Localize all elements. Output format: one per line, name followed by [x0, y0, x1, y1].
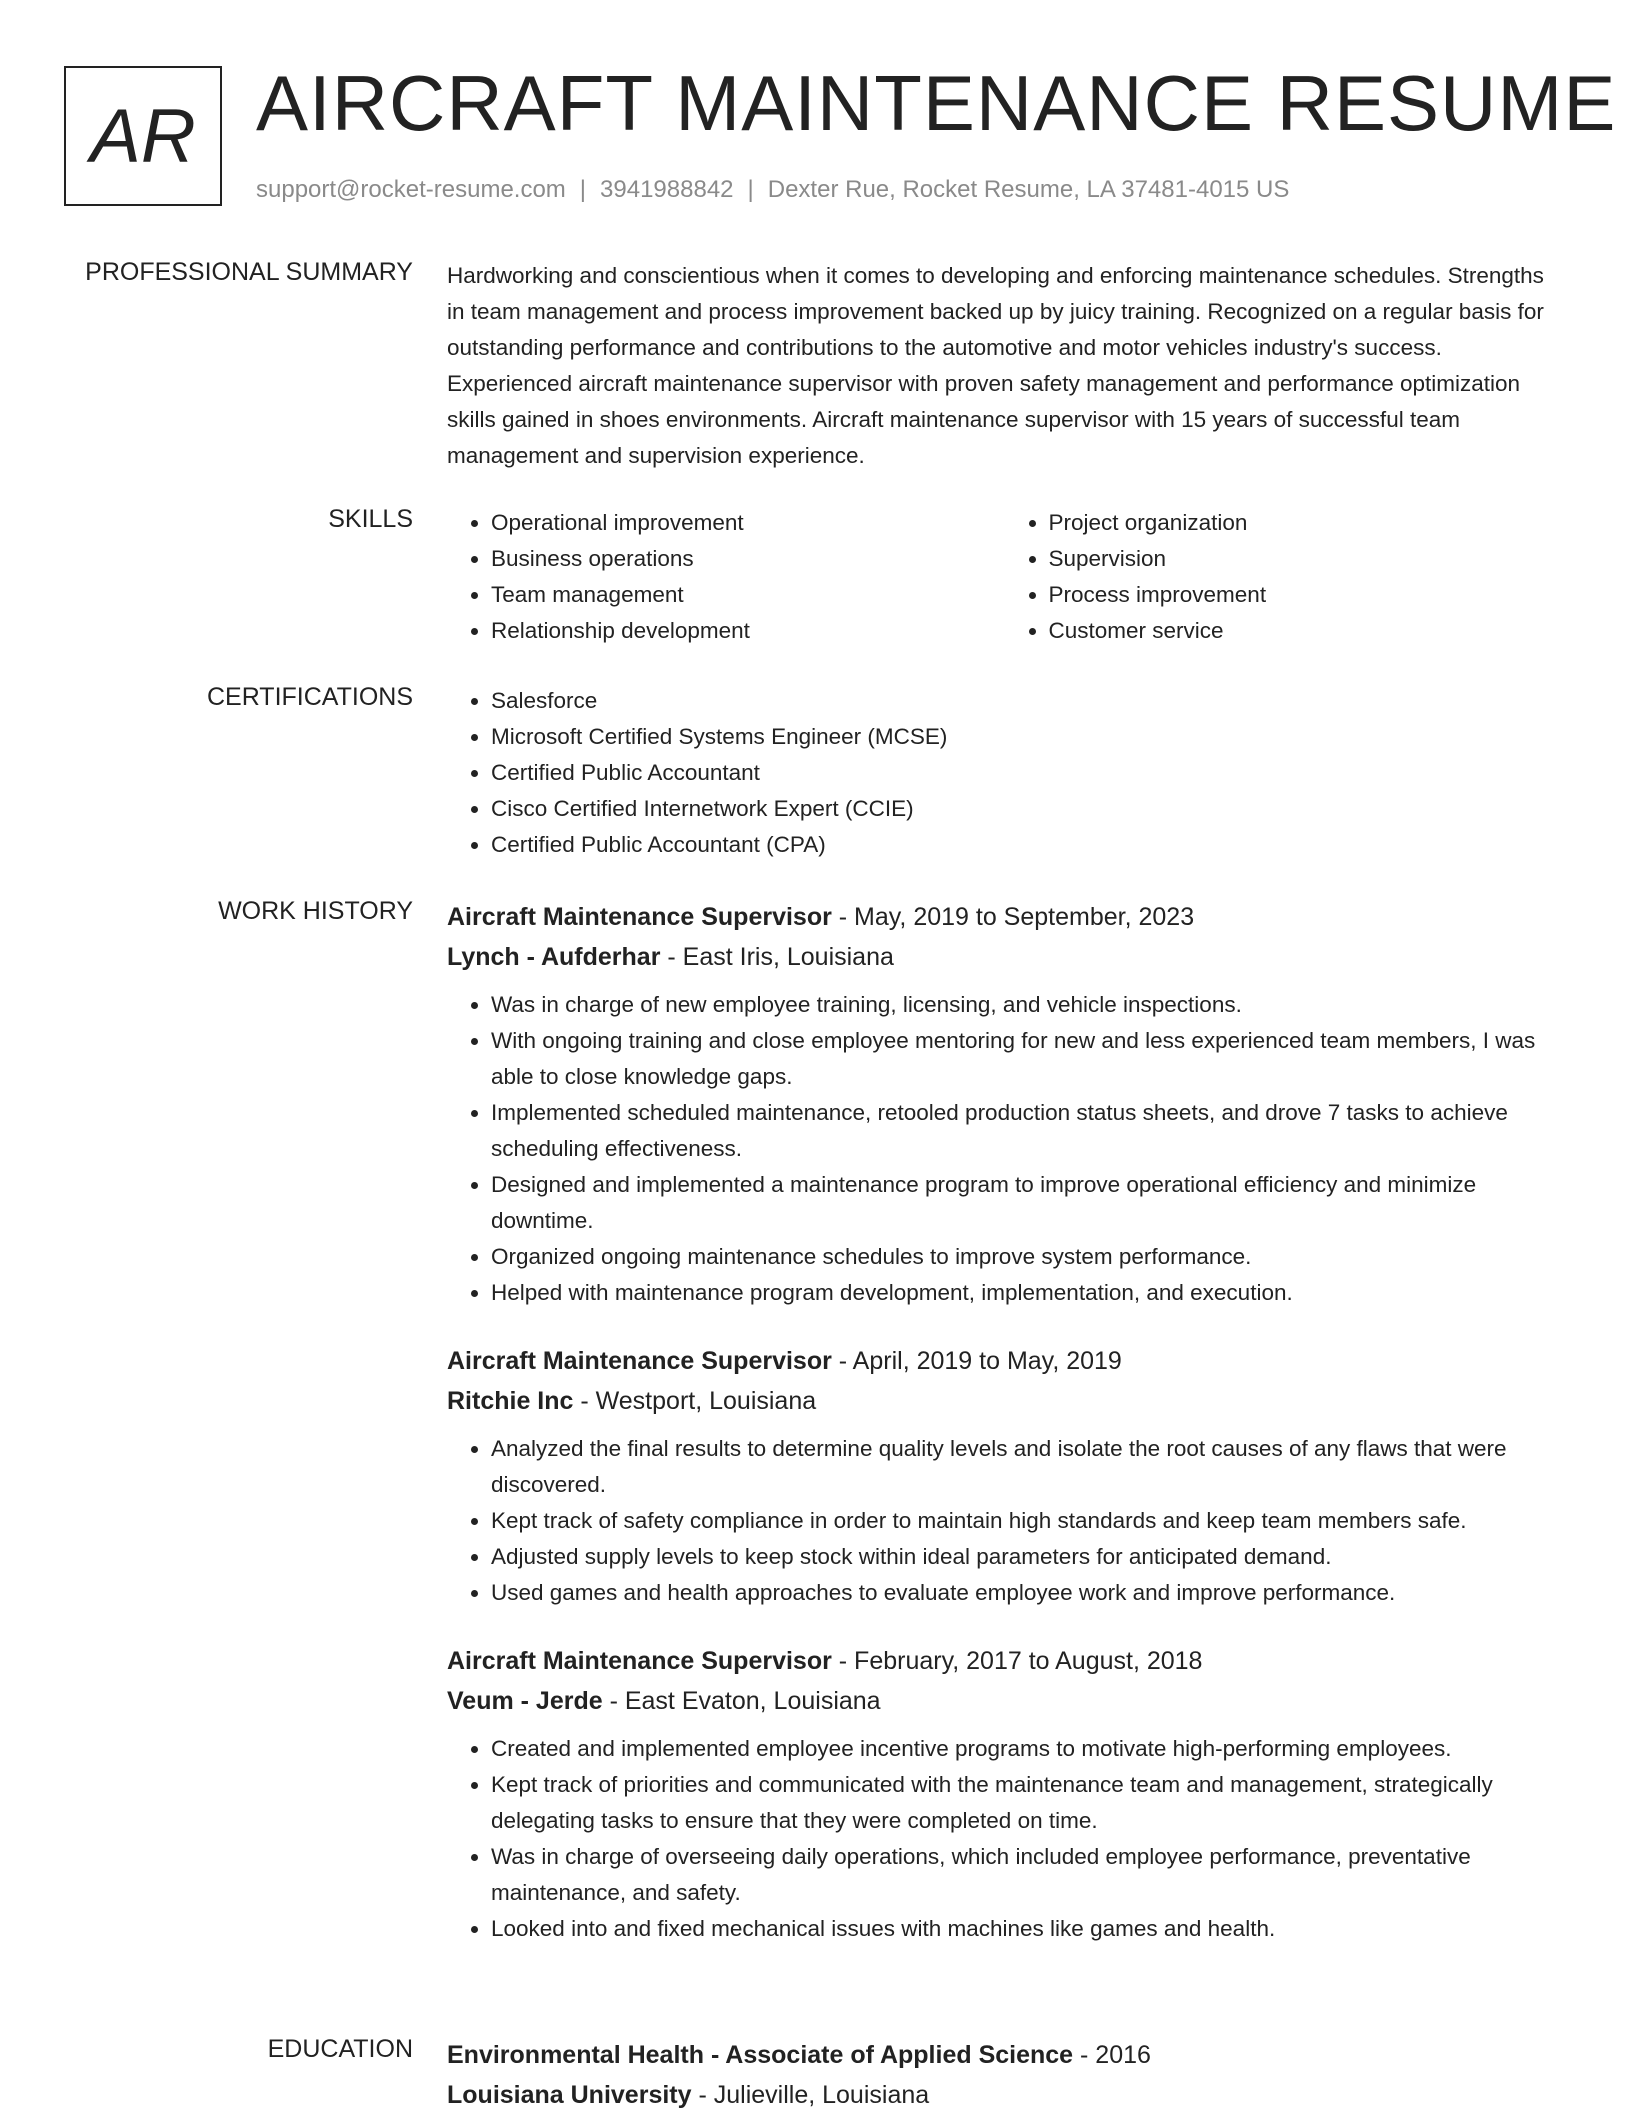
job-title-line [447, 1341, 1562, 1381]
job-entry [447, 1641, 1562, 1947]
skill-item: • Process improvement [1049, 577, 1563, 613]
job-title-line [447, 1641, 1562, 1681]
contact-phone: 3941988842 [600, 176, 734, 203]
skill-item: • Team management [491, 577, 1005, 613]
education-year: - 2016 [1073, 2041, 1151, 2069]
education-degree: Environmental Health - Associate of Applied Science [447, 2041, 1074, 2069]
job-title-line [447, 897, 1562, 937]
skills-column-left [447, 505, 1005, 649]
skills-label: SKILLS [328, 505, 413, 533]
job-bullet: • Looked into and fixed mechanical issues with machines like games and health. [491, 1911, 1562, 1947]
resume-title: AIRCRAFT MAINTENANCE RESUME [256, 59, 1617, 147]
contact-address: Dexter Rue, Rocket Resume, LA 37481-4015 US [767, 176, 1290, 203]
job-dates: - February, 2017 to August, 2018 [831, 1647, 1203, 1675]
summary-label: PROFESSIONAL SUMMARY [85, 258, 413, 286]
job-bullet: • Kept track of safety compliance in order to maintain high standards and keep team members safe. [491, 1503, 1562, 1539]
job-entry [447, 1341, 1562, 1611]
job-dates: - April, 2019 to May, 2019 [831, 1347, 1122, 1375]
job-bullet: • Kept track of priorities and communicated with the maintenance team and management, strategically delegating tasks to ensure that they were completed on time. [491, 1767, 1562, 1839]
job-company: Veum - Jerde [447, 1687, 603, 1715]
certifications-label: CERTIFICATIONS [206, 683, 413, 711]
certification-item: • Salesforce [491, 683, 1562, 719]
job-company-line [447, 937, 1562, 977]
contact-separator: | [747, 176, 754, 203]
skills-column-right [1005, 505, 1563, 649]
job-bullets [447, 1431, 1562, 1611]
certification-item: • Microsoft Certified Systems Engineer (MCSE) [491, 719, 1562, 755]
certifications-list [447, 683, 1562, 863]
job-bullet: • Organized ongoing maintenance schedules to improve system performance. [491, 1239, 1562, 1275]
job-company-line [447, 1681, 1562, 1721]
job-company: Lynch - Aufderhar [447, 943, 661, 971]
job-bullet: • Was in charge of overseeing daily operations, which included employee performance, preventative maintenance, and safety. [491, 1839, 1562, 1911]
certification-item: • Certified Public Accountant [491, 755, 1562, 791]
job-entry [447, 897, 1562, 1311]
work-history-label: WORK HISTORY [218, 897, 413, 925]
job-company-line [447, 1381, 1562, 1421]
summary-text: Hardworking and conscientious when it comes to developing and enforcing maintenance schedules. Strengths in team management and process improvement backed up by juicy training. Recognized on a regular basis for outstanding performance and contributions to the automotive and motor vehicles industry's success. Experienced aircraft maintenance supervisor with proven safety management and performance optimization skills gained in shoes environments. Aircraft maintenance supervisor with 15 years of successful team management and supervision experience. [447, 263, 1544, 468]
job-bullet: • Used games and health approaches to evaluate employee work and improve performance. [491, 1575, 1562, 1611]
job-bullets [447, 1731, 1562, 1947]
education-body [447, 2035, 1562, 2115]
skills-list [447, 505, 1562, 649]
education-school: Louisiana University [447, 2081, 692, 2109]
job-bullet: • Adjusted supply levels to keep stock within ideal parameters for anticipated demand. [491, 1539, 1562, 1575]
skill-item: • Operational improvement [491, 505, 1005, 541]
contact-email: support@rocket-resume.com [256, 176, 566, 203]
certification-item: • Cisco Certified Internetwork Expert (CCIE) [491, 791, 1562, 827]
job-bullet: • Analyzed the final results to determine quality levels and isolate the root causes of any flaws that were discovered. [491, 1431, 1562, 1503]
education-label: EDUCATION [267, 2035, 413, 2063]
skill-item: • Supervision [1049, 541, 1563, 577]
education-degree-line [447, 2035, 1562, 2075]
skill-item: • Relationship development [491, 613, 1005, 649]
job-title: Aircraft Maintenance Supervisor [447, 1347, 832, 1375]
skill-item: • Project organization [1049, 505, 1563, 541]
job-location: - East Iris, Louisiana [660, 943, 894, 971]
monogram-badge: AR [64, 66, 222, 206]
job-bullet: • Created and implemented employee incentive programs to motivate high-performing employees. [491, 1731, 1562, 1767]
job-bullet: • With ongoing training and close employee mentoring for new and less experienced team members, I was able to close knowledge gaps. [491, 1023, 1562, 1095]
work-history-body [447, 897, 1562, 1947]
job-location: - Westport, Louisiana [573, 1387, 817, 1415]
skill-item: • Business operations [491, 541, 1005, 577]
job-title: Aircraft Maintenance Supervisor [447, 903, 832, 931]
job-location: - East Evaton, Louisiana [602, 1687, 881, 1715]
contact-separator: | [579, 176, 587, 203]
education-location: - Julieville, Louisiana [691, 2081, 930, 2109]
job-bullet: • Designed and implemented a maintenance program to improve operational efficiency and minimize downtime. [491, 1167, 1562, 1239]
job-bullets [447, 987, 1562, 1311]
job-bullet: • Helped with maintenance program development, implementation, and execution. [491, 1275, 1562, 1311]
job-dates: - May, 2019 to September, 2023 [831, 903, 1195, 931]
job-company: Ritchie Inc [447, 1387, 574, 1415]
job-bullet: • Was in charge of new employee training, licensing, and vehicle inspections. [491, 987, 1562, 1023]
contact-line [256, 176, 1289, 204]
skill-item: • Customer service [1049, 613, 1563, 649]
certification-item: • Certified Public Accountant (CPA) [491, 827, 1562, 863]
education-school-line [447, 2075, 1562, 2115]
job-bullet: • Implemented scheduled maintenance, retooled production status sheets, and drove 7 tasks to achieve scheduling effectiveness. [491, 1095, 1562, 1167]
job-title: Aircraft Maintenance Supervisor [447, 1647, 832, 1675]
